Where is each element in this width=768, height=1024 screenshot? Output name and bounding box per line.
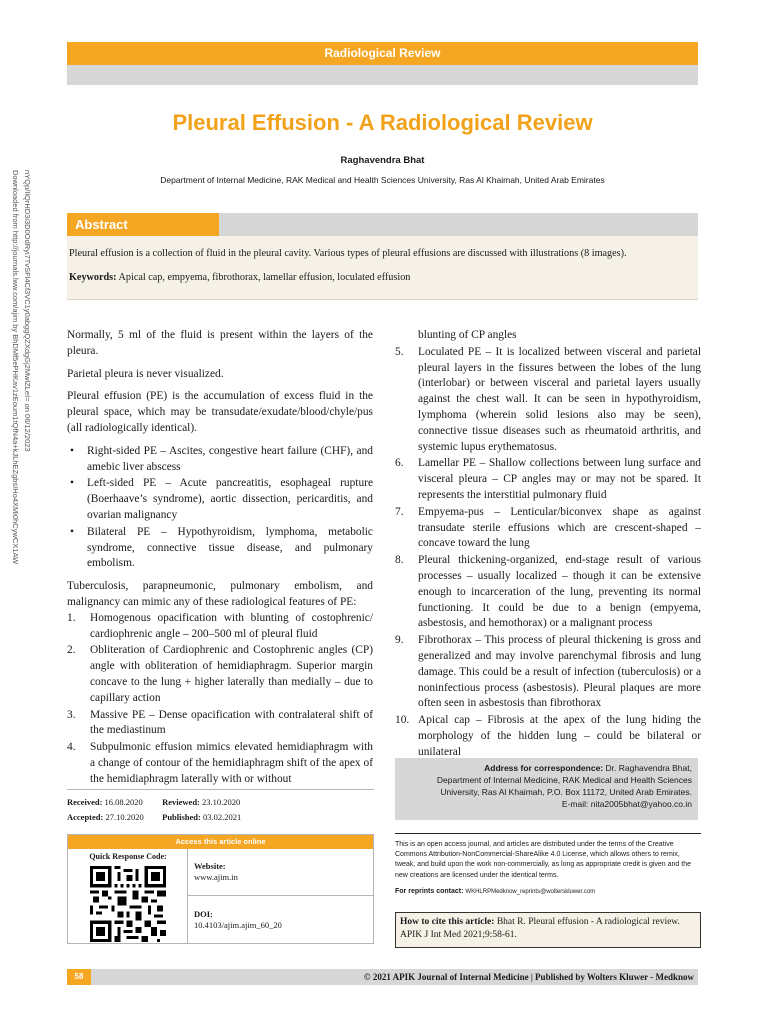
numbered-list-left	[67, 611, 373, 788]
download-stamp	[0, 170, 42, 590]
footer-copyright: © 2021 APIK Journal of Internal Medicine | Published by Wolters Kluwer - Medknow	[363, 972, 694, 982]
website-cell	[188, 849, 373, 896]
abstract-box	[67, 236, 698, 300]
list-number: 8.	[395, 554, 404, 567]
abstract-heading: Abstract	[67, 213, 219, 236]
doi-label: DOI:	[194, 909, 213, 919]
list-text: Pleural thickening-organized, end-stage result of various processes – usually localized – though it can be extensive enough to incarceration of the lung, preventing its normal functioning. It could be due to a benign (empyema, asbestosis, and hemothorax) or a malignant process	[418, 554, 701, 630]
license-notice	[395, 833, 701, 903]
list-text: Loculated PE – It is localized between visceral and parietal pleural layers in the fissures between the lobes of the lung (interlobar) or between visceral and parietal layers usually against the chest wall. It can be seen in hypothyroidism, lymphoma (wherein solid lesions also may be seen), connective tissue diseases such as rheumatoid arthritis, and systemic lupus erythematosus.	[418, 345, 701, 453]
list-continuation: blunting of CP angles	[418, 329, 517, 341]
keywords	[69, 271, 696, 285]
correspondence-box	[395, 758, 698, 820]
qr-cell	[68, 849, 188, 944]
list-item	[395, 505, 701, 552]
list-item	[67, 708, 373, 740]
list-item	[67, 611, 373, 643]
list-number: 10.	[395, 714, 410, 727]
correspondence-label: Address for correspondence:	[484, 763, 604, 773]
access-online-box	[67, 834, 374, 944]
author-affiliation: Department of Internal Medicine, RAK Medical and Health Sciences University, Ras Al Khaimah, United Arab Emirates	[160, 175, 605, 185]
list-item	[395, 713, 701, 760]
list-item	[395, 633, 701, 712]
list-number: 7.	[395, 505, 404, 518]
list-item	[395, 456, 701, 503]
license-text: This is an open access journal, and articles are distributed under the terms of the Creative Commons Attribution-NonCommercial-ShareAlike 4.0 License, which allows others to remix, tweak, and build upon the work non-commercially, as long as appropriate credit is given and the new creations are licensed under the identical terms.	[395, 841, 691, 879]
article-dates	[67, 789, 374, 825]
abstract-text: Pleural effusion is a collection of fluid in the pleural cavity. Various types of pleural effusions are discussed with illustrations (8 images).	[69, 248, 627, 259]
published-date: 03.02.2021	[203, 812, 242, 822]
accepted-date: 27.10.2020	[105, 812, 144, 822]
list-number: 4.	[67, 741, 76, 754]
citation-box	[395, 912, 701, 948]
correspondence-line: Department of Internal Medicine, RAK Medical and Health Sciences	[436, 775, 692, 785]
reviewed-date: 23.10.2020	[202, 797, 241, 807]
keywords-text: Apical cap, empyema, fibrothorax, lamellar effusion, loculated effusion	[118, 272, 411, 283]
article-title: Pleural Effusion - A Radiological Review	[172, 110, 593, 135]
bullet-item: • Right-sided PE – Ascites, congestive heart failure (CHF), and amebic liver abscess	[67, 444, 373, 476]
received-date: 16.08.2020	[104, 797, 143, 807]
list-item	[67, 643, 373, 706]
list-number: 5.	[395, 345, 404, 358]
published-label: Published:	[162, 812, 201, 822]
list-number: 3.	[67, 708, 76, 721]
keywords-label: Keywords:	[69, 272, 117, 283]
list-text: Empyema-pus – Lenticular/biconvex shape as against transudate sterile effusions which are crescent-shaped – concave toward the lung	[418, 505, 701, 550]
section-banner: Radiological Review	[67, 42, 698, 65]
bullet-list	[67, 444, 373, 572]
paragraph-mimics: Tuberculosis, parapneumonic, pulmonary embolism, and malignancy can mimic any of these radiological features of PE:	[67, 580, 373, 608]
reprints-email[interactable]: WKHLRPMedknow_reprints@wolterskluwer.com	[465, 888, 596, 895]
list-number: 2.	[67, 644, 76, 657]
list-number: 9.	[395, 634, 404, 647]
author-name: Raghavendra Bhat	[340, 155, 425, 166]
correspondence-email[interactable]: E-mail: nita2005bhat@yahoo.co.in	[561, 799, 692, 809]
list-text: Apical cap – Fibrosis at the apex of the lung hiding the morphology of the hidden lung – could be bilateral or unilateral	[418, 714, 701, 758]
reviewed-label: Reviewed:	[162, 797, 200, 807]
list-text: Massive PE – Dense opacification with contralateral shift of the mediastinum	[90, 708, 373, 737]
bullet-item: • Left-sided PE – Acute pancreatitis, esophageal rupture (Boerhaave’s syndrome), aortic dissection, pericarditis, and ovarian malignancy	[67, 476, 373, 523]
access-heading: Access this article online	[68, 835, 373, 849]
website-label: Website:	[194, 861, 226, 871]
citation-label: How to cite this article:	[400, 917, 495, 927]
list-item	[395, 345, 701, 456]
qr-label: Quick Response Code:	[89, 852, 167, 861]
list-item	[67, 740, 373, 787]
list-text: Obliteration of Cardiophrenic and Costophrenic angles (CP) angle with obliteration of hemidiaphragm. Superior margin concave to the lung + higher laterally than medially – due to capillary action	[90, 644, 373, 704]
left-column	[67, 328, 373, 789]
correspondence-line: University, Ras Al Khaimah, P.O. Box 11172, United Arab Emirates.	[440, 787, 692, 797]
received-label: Received:	[67, 797, 103, 807]
paragraph-definition: Pleural effusion (PE) is the accumulation of excess fluid in the pleural space, which may be transudate/exudate/blood/chyle/pus (all radiologically identical).	[67, 390, 373, 434]
bullet-item: • Bilateral PE – Hypothyroidism, lymphoma, metabolic syndrome, connective tissue disease, and pulmonary embolism.	[67, 525, 373, 572]
paragraph-normal-fluid: Normally, 5 ml of the fluid is present within the layers of the pleura.	[67, 329, 373, 357]
reprints	[395, 887, 701, 897]
list-item	[395, 553, 701, 632]
download-stamp-line2: nYQp/IlQrHD3i3D0OdRyi7TvSFl4Cf3VC1y0abggQZXdgGj2MwlZLeI= on 06/12/2023	[23, 170, 32, 452]
numbered-list-right	[395, 345, 701, 761]
abstract-header	[67, 213, 698, 236]
page-footer	[67, 969, 698, 985]
list-number: 1.	[67, 611, 76, 624]
page-number: 58	[67, 969, 91, 985]
doi-link[interactable]: 10.4103/ajim.ajim_60_20	[194, 920, 282, 930]
download-stamp-line1: Downloaded from http://journals.lww.com/ajim by BhDMf5ePHKav1zEoum1tQfN4a+kJLhEZgbsIHo4XMi0hCywCX1AW	[11, 170, 20, 565]
reprints-label: For reprints contact:	[395, 887, 464, 895]
website-link[interactable]: www.ajim.in	[194, 872, 238, 882]
doi-cell	[188, 896, 373, 944]
correspondence-name: Dr. Raghavendra Bhat,	[605, 763, 692, 773]
paragraph-parietal: Parietal pleura is never visualized.	[67, 367, 224, 380]
qr-code-icon[interactable]	[90, 866, 166, 942]
citation-text: Bhat R. Pleural effusion - A radiological review. APIK J Int Med 2021;9:58-61.	[400, 917, 680, 940]
list-text: Homogenous opacification with blunting of costophrenic/ cardiophrenic angle – 200–500 ml of pleural fluid	[90, 611, 373, 640]
list-number: 6.	[395, 457, 404, 470]
list-text: Fibrothorax – This process of pleural thickening is gross and generalized and may involve parenchymal fibrosis and lung damage. This could be a result of infection (tuberculosis) or a noninfectious process (asbestosis). Pleural plaques are more often seen in asbestosis than fibrothorax	[418, 634, 701, 710]
header-band	[67, 65, 698, 85]
accepted-label: Accepted:	[67, 812, 104, 822]
right-column	[395, 328, 701, 762]
list-text: Lamellar PE – Shallow collections between lung surface and visceral pleura – CP angles may or may not be spared. It represents the interstitial pulmonary fluid	[418, 457, 701, 501]
list-text: Subpulmonic effusion mimics elevated hemidiaphragm with a change of contour of the hemidiaphragm shift of the apex of the hemidiaphragm laterally with or without	[90, 741, 373, 785]
